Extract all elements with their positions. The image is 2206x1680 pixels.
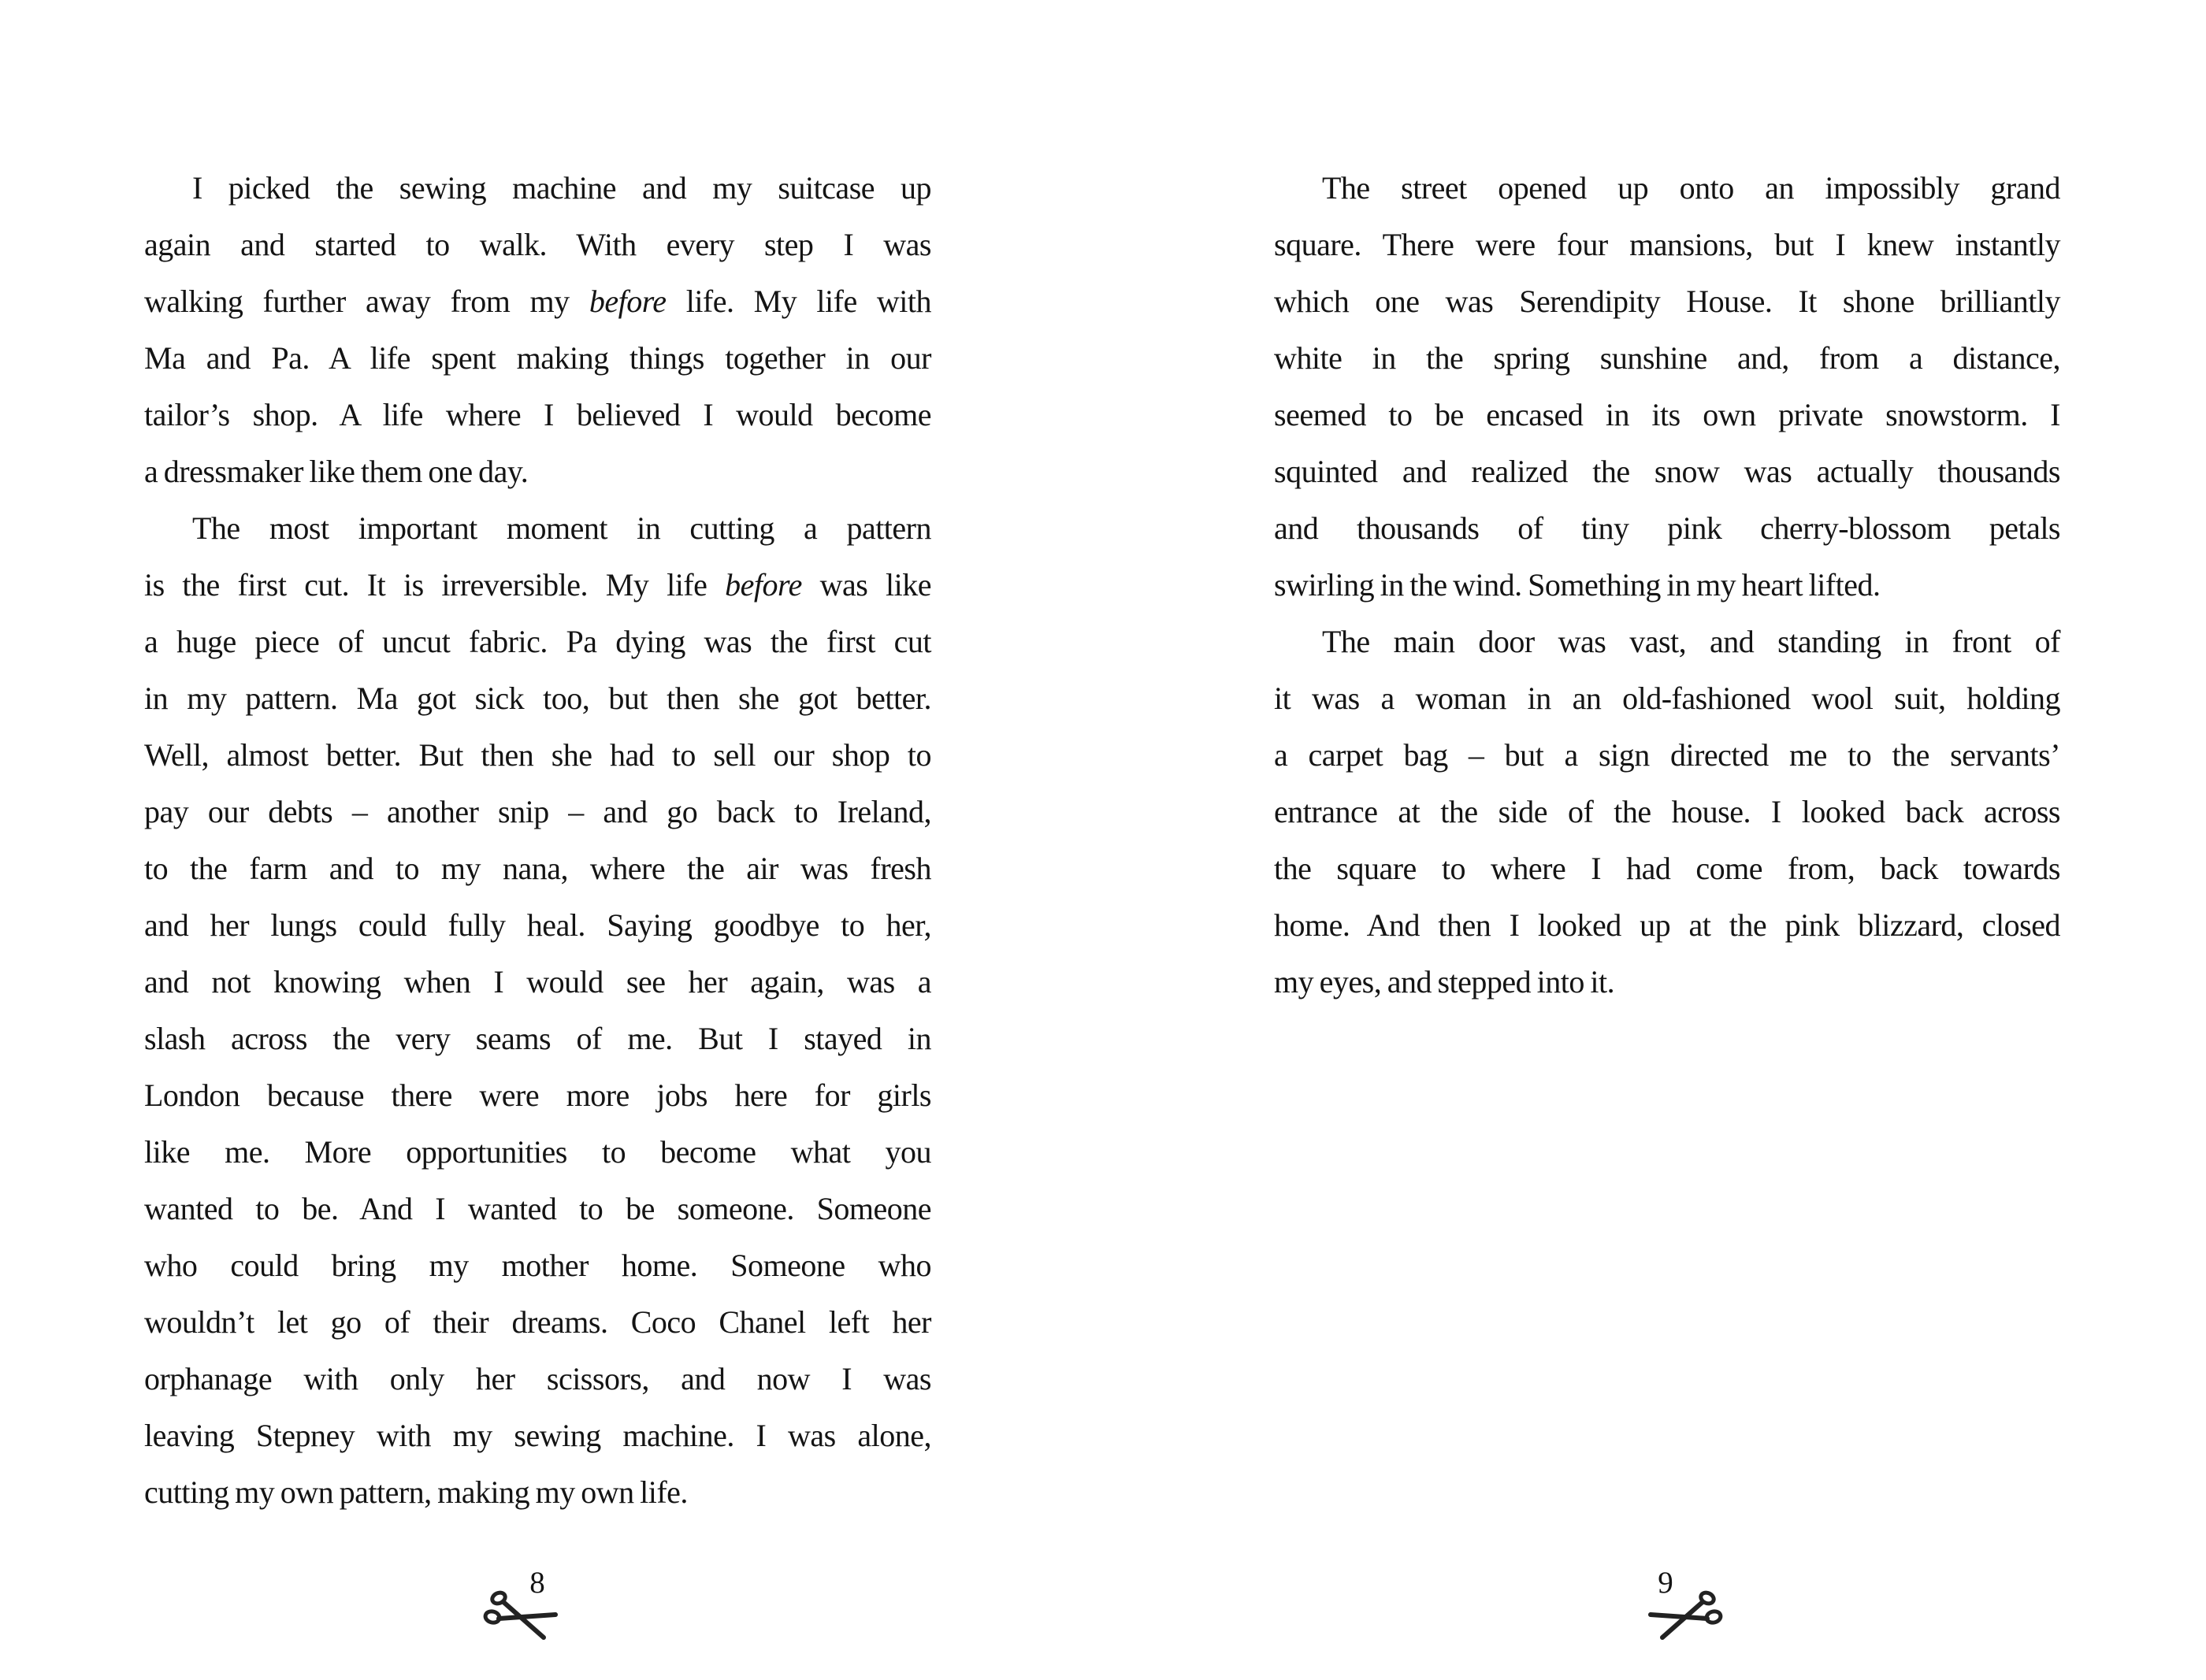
text-line: like me. More opportunities to become what you	[144, 1134, 931, 1170]
text-line: which one was Serendipity House. It shone brilliantly	[1274, 284, 2060, 319]
text-line: and her lungs could fully heal. Saying goodbye to her,	[144, 907, 931, 943]
text-line: orphanage with only her scissors, and now I was	[144, 1361, 931, 1396]
text-line: pay our debts – another snip – and go back to Ireland,	[144, 794, 931, 829]
text-line: home. And then I looked up at the pink blizzard, closed	[1274, 907, 2060, 943]
scissors-icon	[482, 1589, 558, 1641]
text-line: my eyes, and stepped into it.	[1274, 964, 1615, 999]
text-line: leaving Stepney with my sewing machine. I was alone,	[144, 1418, 931, 1453]
text-line: wouldn’t let go of their dreams. Coco Chanel left her	[144, 1304, 931, 1340]
text-line: swirling in the wind. Something in my heart lifted.	[1274, 567, 1881, 603]
text-line: it was a woman in an old-fashioned wool suit, holding	[1274, 681, 2060, 716]
text-line: Ma and Pa. A life spent making things together in our	[144, 340, 931, 376]
text-line: a dressmaker like them one day.	[144, 454, 529, 489]
text-line: walking further away from my before life. My life with	[144, 284, 931, 319]
text-line: The main door was vast, and standing in front of	[1322, 624, 2060, 659]
text-line: in my pattern. Ma got sick too, but then she got better.	[144, 681, 931, 716]
text-line: a carpet bag – but a sign directed me to the servants’	[1274, 737, 2060, 773]
text-line: The street opened up onto an impossibly grand	[1322, 170, 2060, 206]
page-number: 9	[1658, 1566, 1673, 1600]
text-line: the square to where I had come from, back towards	[1274, 851, 2060, 886]
text-line: white in the spring sunshine and, from a distance,	[1274, 340, 2060, 376]
text-line: tailor’s shop. A life where I believed I would become	[144, 397, 931, 432]
text-line: entrance at the side of the house. I looked back across	[1274, 794, 2060, 829]
text-line: again and started to walk. With every step I was	[144, 227, 931, 262]
page-number: 8	[529, 1566, 545, 1600]
scissors-icon-mirrored	[1648, 1589, 1724, 1641]
text-line: and not knowing when I would see her again, was a	[144, 964, 931, 999]
text-line: London because there were more jobs here for girls	[144, 1077, 931, 1113]
page-text	[144, 160, 931, 1521]
text-line: wanted to be. And I wanted to be someone. Someone	[144, 1191, 931, 1226]
page-footer	[482, 1567, 558, 1643]
text-line: Well, almost better. But then she had to sell our shop to	[144, 737, 931, 773]
page-footer	[1648, 1567, 1724, 1643]
text-line: I picked the sewing machine and my suitcase up	[192, 170, 931, 206]
text-line: seemed to be encased in its own private snowstorm. I	[1274, 397, 2060, 432]
text-line: to the farm and to my nana, where the air was fresh	[144, 851, 931, 886]
text-line: square. There were four mansions, but I knew instantly	[1274, 227, 2060, 262]
text-line: and thousands of tiny pink cherry-blossom petals	[1274, 510, 2060, 546]
text-line: slash across the very seams of me. But I stayed in	[144, 1021, 931, 1056]
text-line: squinted and realized the snow was actually thousands	[1274, 454, 2060, 489]
text-line: The most important moment in cutting a pattern	[192, 510, 931, 546]
text-line: is the first cut. It is irreversible. My life before was like	[144, 567, 931, 603]
text-line: who could bring my mother home. Someone who	[144, 1248, 931, 1283]
text-line: cutting my own pattern, making my own life.	[144, 1474, 688, 1510]
page-text	[1274, 160, 2060, 1011]
text-line: a huge piece of uncut fabric. Pa dying was the first cut	[144, 624, 931, 659]
